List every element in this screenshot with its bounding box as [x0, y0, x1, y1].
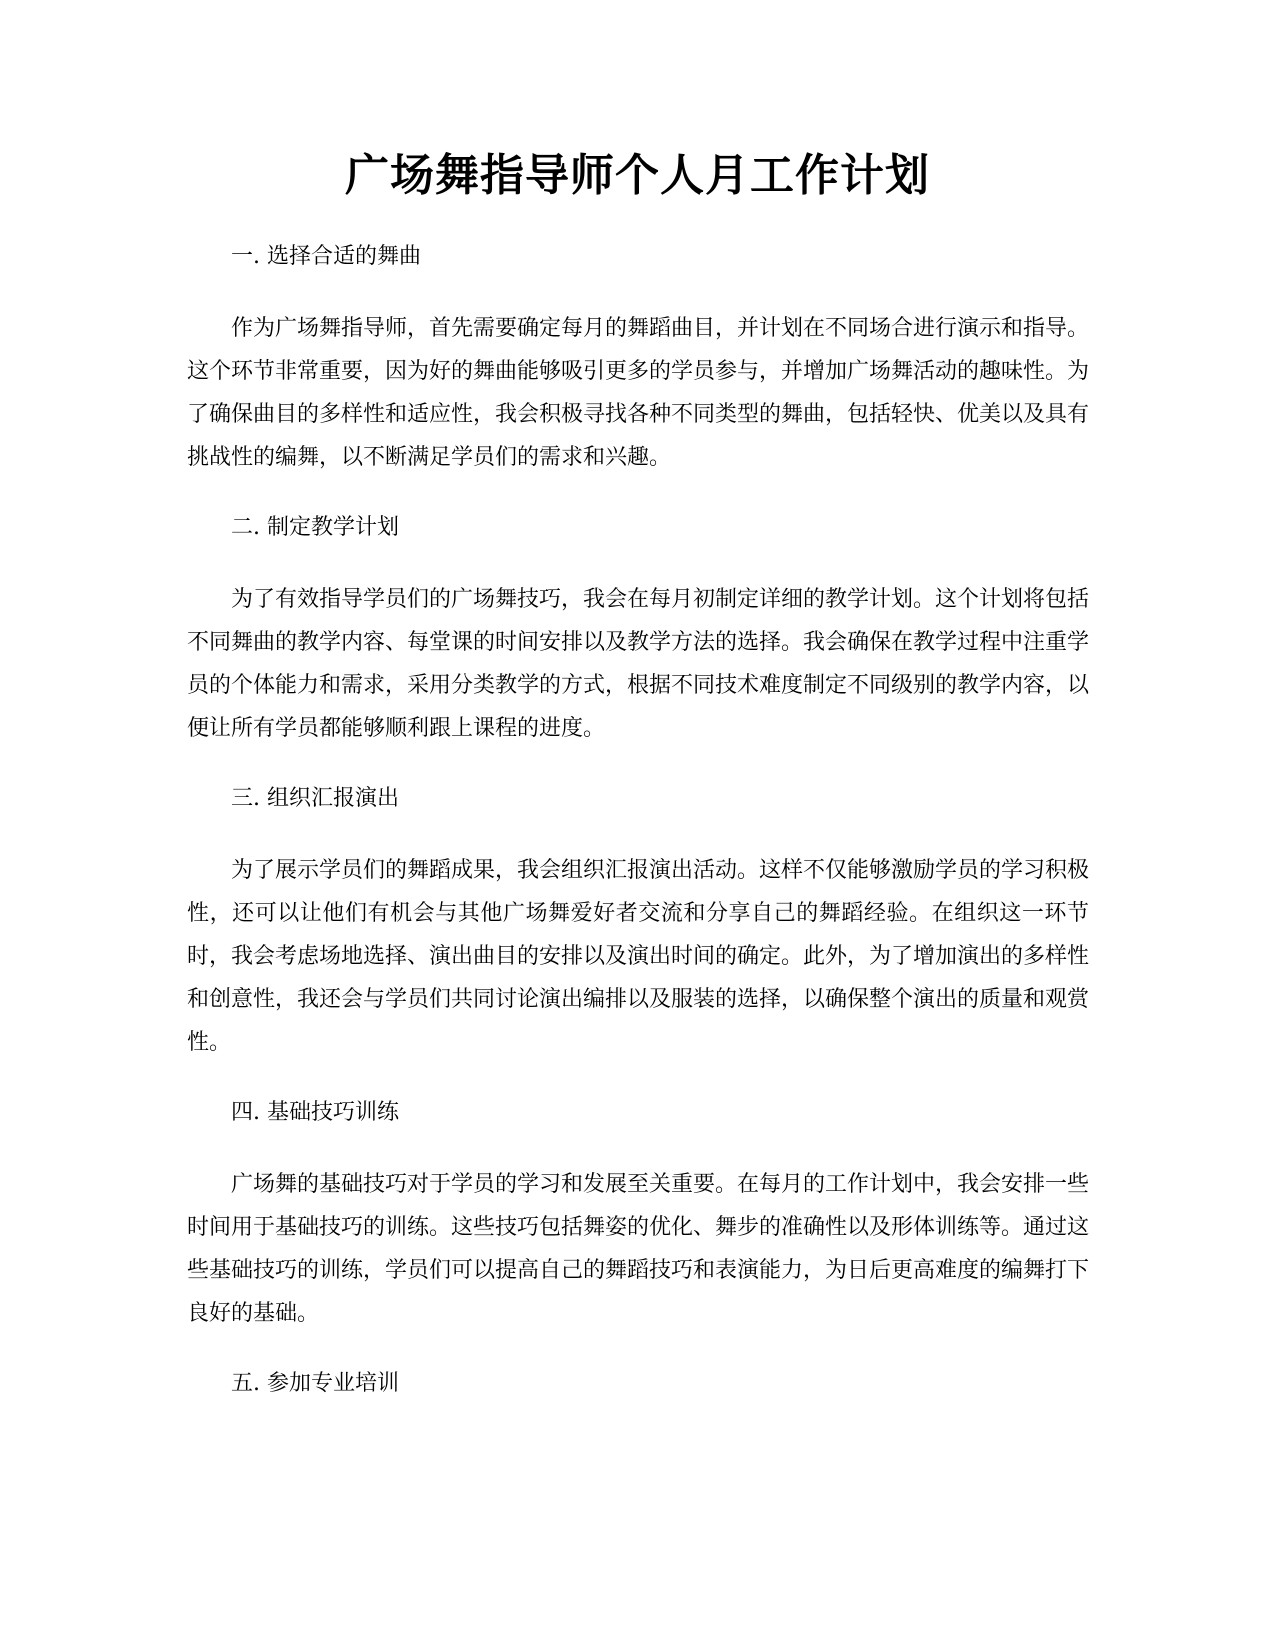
section-heading: 三. 组织汇报演出 [231, 786, 399, 811]
section-heading: 一. 选择合适的舞曲 [231, 244, 421, 269]
section-paragraph: 为了展示学员们的舞蹈成果，我会组织汇报演出活动。这样不仅能够激励学员的学习积极性，还可以让他们有机会与其他广场舞爱好者交流和分享自己的舞蹈经验。在组织这一环节时，我会考虑场地选择、演出曲目的安排以及演出时间的确定。此外，为了增加演出的多样性和创意性，我还会与学员们共同讨论演出编排以及服装的选择，以确保整个演出的质量和观赏性。 [187, 858, 1090, 1055]
section-paragraph: 为了有效指导学员们的广场舞技巧，我会在每月初制定详细的教学计划。这个计划将包括不同舞曲的教学内容、每堂课的时间安排以及教学方法的选择。我会确保在教学过程中注重学员的个体能力和需求，采用分类教学的方式，根据不同技术难度制定不同级别的教学内容，以便让所有学员都能够顺利跟上课程的进度。 [187, 587, 1090, 741]
document-title: 广场舞指导师个人月工作计划 [345, 150, 930, 201]
section-3 [187, 783, 1089, 1097]
section-1 [187, 241, 1089, 512]
section-5 [187, 1368, 1089, 1400]
document-body [187, 241, 1089, 1400]
section-heading: 二. 制定教学计划 [231, 515, 399, 540]
section-heading: 四. 基础技巧训练 [231, 1100, 399, 1125]
section-heading: 五. 参加专业培训 [231, 1371, 399, 1396]
section-4 [187, 1097, 1089, 1368]
section-paragraph: 作为广场舞指导师，首先需要确定每月的舞蹈曲目，并计划在不同场合进行演示和指导。这个环节非常重要，因为好的舞曲能够吸引更多的学员参与，并增加广场舞活动的趣味性。为了确保曲目的多样性和适应性，我会积极寻找各种不同类型的舞曲，包括轻快、优美以及具有挑战性的编舞，以不断满足学员们的需求和兴趣。 [187, 316, 1090, 470]
section-2 [187, 512, 1089, 783]
section-paragraph: 广场舞的基础技巧对于学员的学习和发展至关重要。在每月的工作计划中，我会安排一些时间用于基础技巧的训练。这些技巧包括舞姿的优化、舞步的准确性以及形体训练等。通过这些基础技巧的训练，学员们可以提高自己的舞蹈技巧和表演能力，为日后更高难度的编舞打下良好的基础。 [187, 1172, 1090, 1326]
